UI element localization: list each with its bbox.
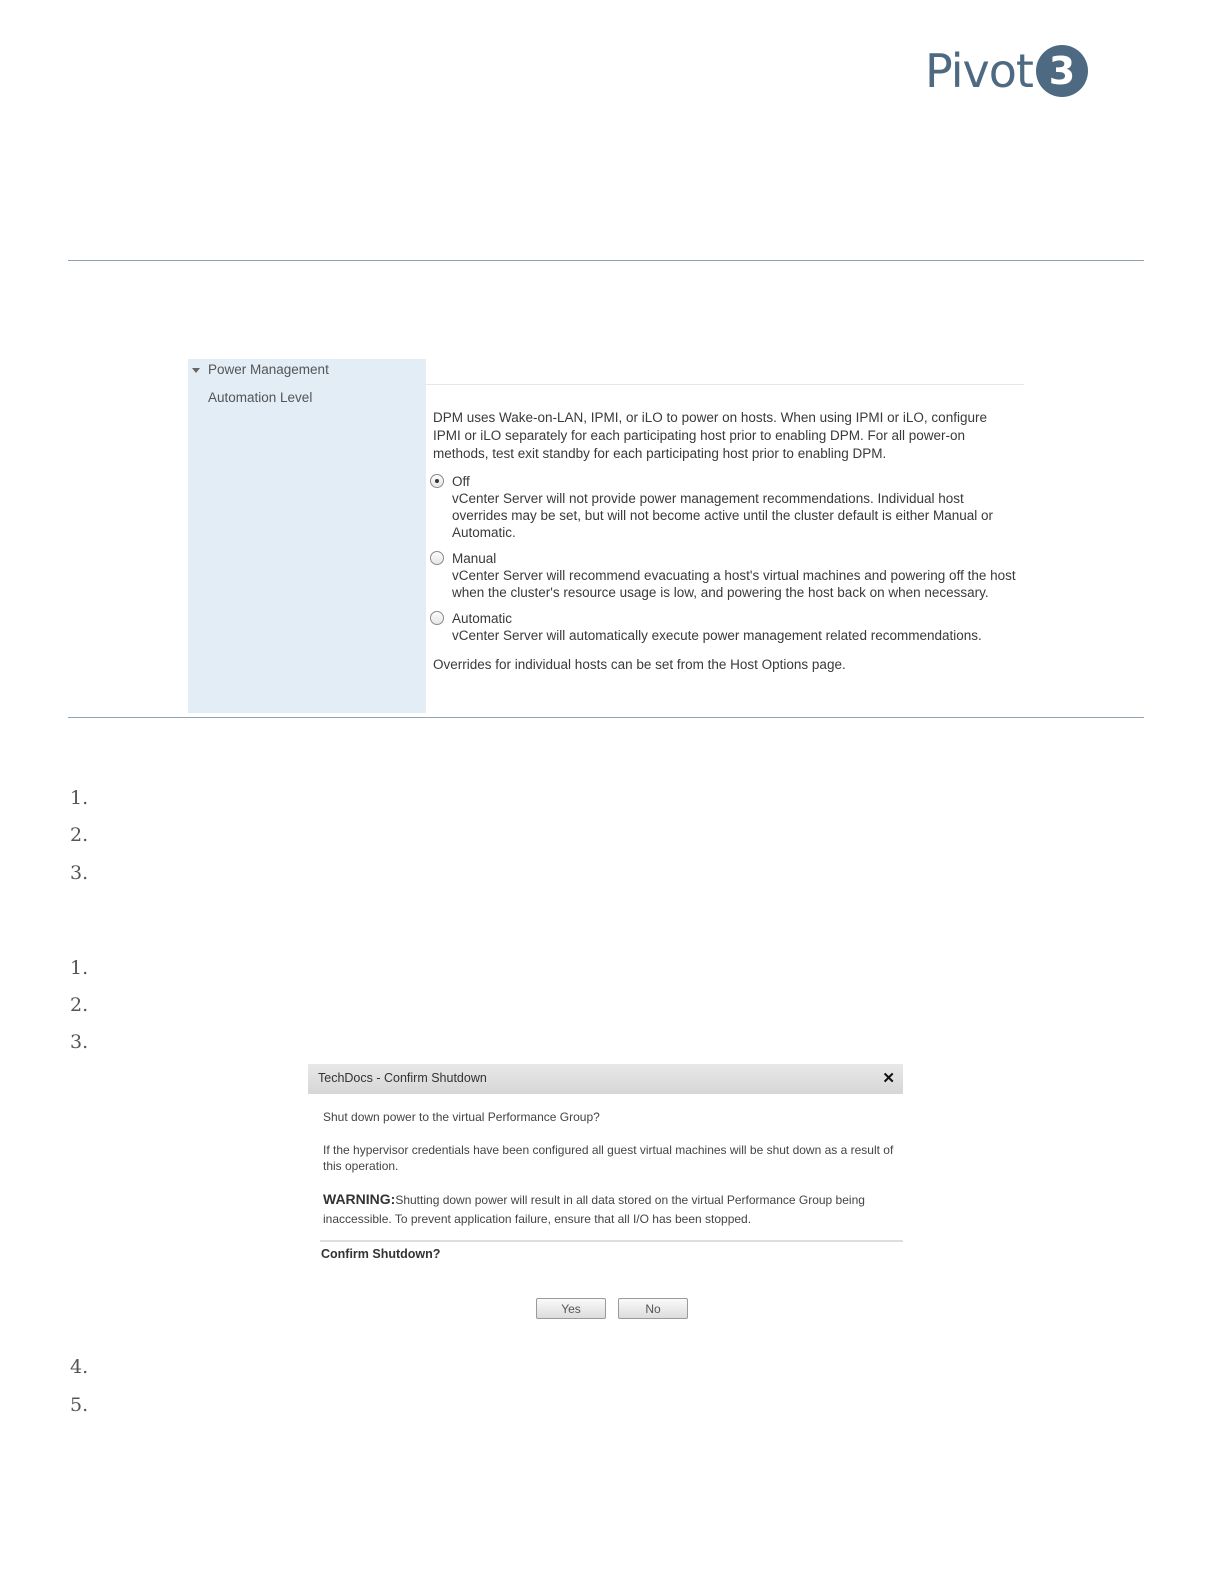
automation-level-content [433, 409, 1018, 674]
option-automatic-description: vCenter Server will automatically execute power management related recommendations. [452, 628, 982, 643]
dpm-description: DPM uses Wake-on-LAN, IPMI, or iLO to power on hosts. When using IPMI or iLO, configure IPMI or iLO separately for each participating host prior to enabling DPM. For all power-on methods, test exit standby for each participating host prior to enabling DPM. [433, 410, 987, 461]
step-number: 4. [70, 1356, 89, 1378]
confirm-shutdown-dialog [308, 1064, 903, 1329]
dialog-title: TechDocs - Confirm Shutdown [318, 1071, 487, 1085]
option-off-label: Off [452, 474, 470, 489]
option-off[interactable] [433, 473, 1018, 541]
divider-top [68, 260, 1144, 261]
dialog-warning [323, 1190, 898, 1229]
close-icon[interactable]: ✕ [882, 1070, 895, 1087]
warning-label: WARNING: [323, 1191, 396, 1207]
logo-badge-icon [1034, 43, 1090, 99]
option-manual[interactable] [433, 550, 1018, 601]
divider-bottom [68, 717, 1144, 718]
section-title: Power Management [208, 362, 329, 377]
yes-button[interactable]: Yes [536, 1298, 606, 1319]
logo-text: Pivot [925, 44, 1033, 98]
option-manual-label: Manual [452, 551, 497, 566]
pivot3-logo [925, 42, 1090, 100]
option-automatic-label: Automatic [452, 611, 513, 626]
dialog-separator [320, 1240, 903, 1242]
dialog-info: If the hypervisor credentials have been configured all guest virtual machines will be shut down as a result of this operation. [323, 1143, 894, 1173]
power-management-section-toggle[interactable] [192, 362, 329, 377]
radio-off[interactable] [430, 474, 444, 488]
step-number: 1. [70, 787, 89, 809]
power-management-panel [188, 359, 1024, 713]
step-number: 3. [70, 1031, 89, 1053]
dialog-titlebar [308, 1064, 903, 1094]
option-off-description: vCenter Server will not provide power management recommendations. Individual host overrides may be set, but will not become active until the cluster default is either Manual or Automatic. [452, 491, 994, 540]
step-number: 5. [70, 1394, 89, 1416]
radio-manual[interactable] [430, 551, 444, 565]
confirm-shutdown-label: Confirm Shutdown? [321, 1247, 441, 1261]
logo-badge-text: 3 [1048, 49, 1076, 93]
panel-header-line [426, 384, 1024, 385]
step-number: 1. [70, 957, 89, 979]
step-number: 2. [70, 994, 89, 1016]
panel-label-column [188, 359, 426, 713]
step-number: 3. [70, 862, 89, 884]
radio-automatic[interactable] [430, 611, 444, 625]
option-manual-description: vCenter Server will recommend evacuating a host's virtual machines and powering off the host when the cluster's resource usage is low, and powering the host back on when necessary. [452, 568, 1016, 600]
chevron-down-icon [192, 368, 200, 373]
automation-level-label: Automation Level [208, 390, 313, 405]
host-overrides-note: Overrides for individual hosts can be set from the Host Options page. [433, 657, 846, 672]
warning-text: Shutting down power will result in all data stored on the virtual Performance Group being inaccessible. To prevent application failure, ensure that all I/O has been stopped. [323, 1193, 865, 1226]
no-button[interactable]: No [618, 1298, 688, 1319]
option-automatic[interactable] [433, 610, 1018, 644]
step-number: 2. [70, 824, 89, 846]
dialog-question: Shut down power to the virtual Performance Group? [323, 1110, 600, 1124]
